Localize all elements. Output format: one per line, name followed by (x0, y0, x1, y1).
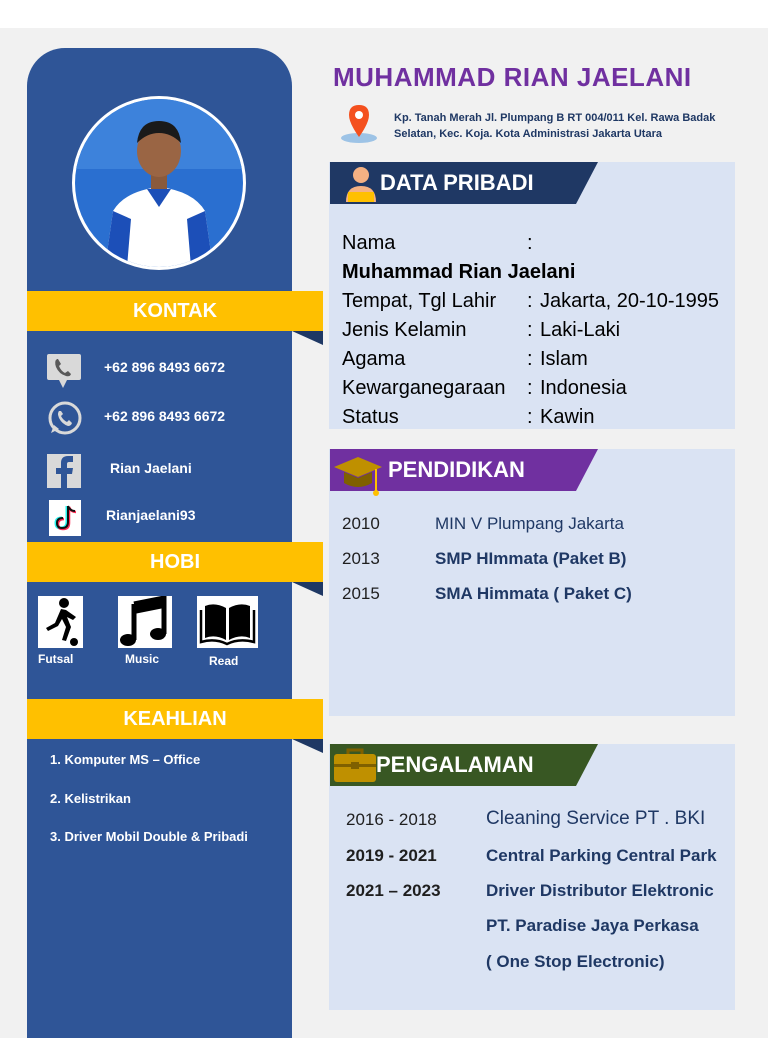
hobi-band (27, 542, 323, 582)
field-label-jenis-kelamin: Jenis Kelamin (342, 319, 467, 341)
edu-year: 2010 (342, 514, 380, 533)
exp-year: 2019 - 2021 (346, 846, 437, 865)
field-sep-kewarganegaraan: : (527, 377, 533, 399)
contact-facebook-text: Rian Jaelani (110, 460, 192, 476)
pengalaman-banner (330, 744, 598, 786)
hobby-label-music: Music (125, 652, 160, 666)
music-note-icon (118, 596, 172, 648)
data-pribadi-heading: DATA PRIBADI (380, 170, 534, 195)
contact-whatsapp-text: +62 896 8493 6672 (104, 408, 226, 424)
field-sep-agama: : (527, 348, 533, 370)
facebook-icon (45, 452, 83, 490)
field-label-kewarganegaraan: Kewarganegaraan (342, 377, 506, 399)
field-value-jenis-kelamin: Laki-Laki (540, 319, 621, 341)
phone-icon (45, 350, 83, 388)
field-label-status: Status (342, 406, 399, 428)
whatsapp-icon (45, 399, 83, 437)
contact-tiktok-text: Rianjaelani93 (106, 507, 196, 523)
field-label-agama: Agama (342, 348, 406, 370)
field-sep-ttl: : (527, 290, 533, 312)
field-sep-jenis-kelamin: : (527, 319, 533, 341)
book-icon (197, 596, 258, 648)
pendidikan-banner (330, 449, 598, 491)
edu-year: 2013 (342, 549, 380, 568)
location-pin-icon (337, 103, 381, 150)
keahlian-heading: KEAHLIAN (123, 708, 227, 730)
hobby-label-futsal: Futsal (38, 652, 74, 666)
field-value-kewarganegaraan: Indonesia (540, 377, 627, 399)
tiktok-icon (45, 498, 83, 536)
field-label-ttl: Tempat, Tgl Lahir (342, 290, 497, 312)
field-value-agama: Islam (540, 348, 588, 370)
field-sep-status: : (527, 406, 533, 428)
skill-item: 3. Driver Mobil Double & Pribadi (50, 829, 248, 844)
field-sep-nama: : (527, 232, 533, 254)
exp-job: Driver Distributor Elektronic (486, 881, 714, 900)
field-value-ttl: Jakarta, 20-10-1995 (540, 290, 720, 312)
hobi-heading: HOBI (150, 551, 200, 573)
data-pribadi-banner (330, 162, 598, 204)
user-icon (344, 164, 378, 216)
field-value-nama: Muhammad Rian Jaelani (342, 261, 576, 283)
kontak-band (27, 291, 323, 331)
exp-job: Cleaning Service PT . BKI (486, 808, 706, 829)
exp-job: PT. Paradise Jaya Perkasa (486, 916, 699, 935)
top-white-strip (0, 0, 768, 28)
edu-year: 2015 (342, 584, 380, 603)
skill-item: 2. Kelistrikan (50, 791, 131, 806)
briefcase-icon (332, 746, 378, 798)
profile-photo (72, 96, 246, 270)
kontak-band-fold (292, 331, 323, 345)
pendidikan-heading: PENDIDIKAN (388, 457, 525, 482)
exp-job: ( One Stop Electronic) (486, 952, 665, 971)
edu-school: MIN V Plumpang Jakarta (435, 514, 624, 533)
exp-year: 2021 – 2023 (346, 881, 441, 900)
field-label-nama: Nama (342, 232, 396, 254)
address-text: Kp. Tanah Merah Jl. Plumpang B RT 004/011 Kel. Rawa Badak Selatan, Kec. Koja. Kota Administrasi Jakarta Utara (394, 112, 716, 140)
skill-item: 1. Komputer MS – Office (50, 752, 201, 767)
edu-school: SMP HImmata (Paket B) (435, 549, 627, 568)
keahlian-band-fold (292, 739, 323, 753)
keahlian-band (27, 699, 323, 739)
exp-job: Central Parking Central Park (486, 846, 717, 865)
hobby-label-read: Read (209, 654, 239, 668)
field-value-status: Kawin (540, 406, 595, 428)
graduation-cap-icon (332, 453, 384, 513)
contact-phone-text: +62 896 8493 6672 (104, 359, 226, 375)
kontak-heading: KONTAK (132, 300, 218, 322)
exp-year: 2016 - 2018 (346, 810, 437, 829)
pengalaman-heading: PENGALAMAN (376, 752, 534, 777)
edu-school: SMA Himmata ( Paket C) (435, 584, 632, 603)
soccer-player-icon (38, 596, 83, 648)
page-title: MUHAMMAD RIAN JAELANI (333, 62, 692, 92)
hobi-band-fold (292, 582, 323, 596)
